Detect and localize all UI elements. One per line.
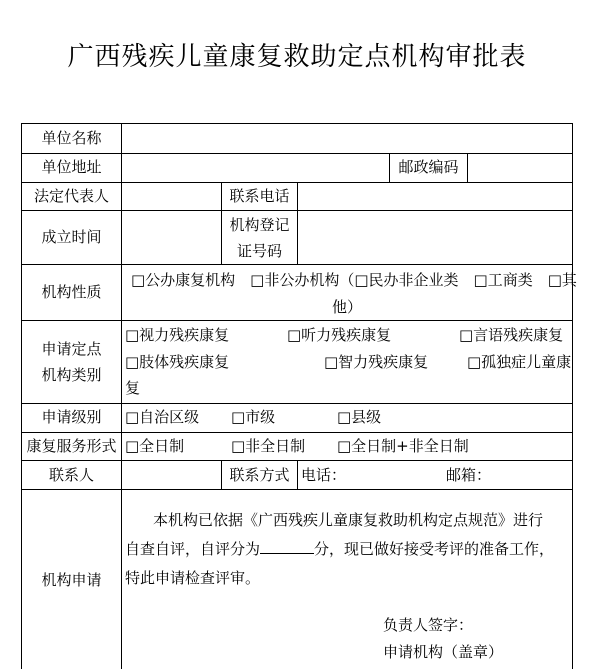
contact-method-label: 联系方式 (229, 466, 290, 484)
reg-no-label-line2: 证号码 (236, 242, 282, 260)
category-label-line2: 机构类别 (41, 366, 102, 384)
category-autism-cont: 复 (125, 379, 141, 397)
category-label-line1: 申请定点 (41, 340, 102, 358)
application-text-line2 (125, 535, 554, 564)
established-field[interactable] (123, 212, 220, 263)
unit-name-field[interactable] (123, 125, 571, 152)
row-divider (21, 432, 573, 433)
service-form-label: 康复服务形式 (26, 437, 117, 455)
contact-phone-prefix: 电话： (301, 466, 347, 484)
column-divider (297, 182, 298, 264)
level-region-checkbox[interactable]: □自治区级 (125, 408, 200, 426)
unit-address-label: 单位地址 (41, 158, 102, 176)
legal-rep-label: 法定代表人 (33, 187, 109, 205)
contact-email-prefix: 邮箱： (446, 466, 492, 484)
table-border-right (572, 123, 573, 669)
nature-options-cont: 他） (332, 298, 363, 316)
row-divider (21, 320, 573, 321)
seal-label: 申请机构（盖章） (383, 643, 504, 661)
level-city-checkbox[interactable]: □市级 (231, 408, 276, 426)
row-divider (21, 489, 573, 490)
row-divider (21, 403, 573, 404)
application-text-line3: 特此申请检查评审。 (125, 569, 261, 587)
nature-label: 机构性质 (41, 283, 102, 301)
row-divider (21, 153, 573, 154)
category-visual-checkbox[interactable]: □视力残疾康复 (125, 326, 230, 344)
level-label: 申请级别 (41, 408, 102, 426)
table-border-top (21, 123, 573, 124)
application-text-pre: 自查自评，自评分为 (125, 540, 261, 558)
column-divider (121, 123, 122, 669)
service-full-checkbox[interactable]: □全日制 (125, 437, 185, 455)
contact-person-label: 联系人 (48, 466, 94, 484)
category-limb-checkbox[interactable]: □肢体残疾康复 (125, 353, 230, 371)
application-label: 机构申请 (41, 571, 102, 589)
application-text-line1: 本机构已依据《广西残疾儿童康复救助机构定点规范》进行 (153, 511, 544, 529)
column-divider (297, 460, 298, 489)
row-divider (21, 264, 573, 265)
reg-no-label-line1: 机构登记 (229, 216, 290, 234)
contact-phone-field[interactable] (299, 184, 571, 209)
service-both-checkbox[interactable]: □全日制+非全日制 (337, 437, 469, 455)
nature-options[interactable]: □公办康复机构 □非公办机构（□民办非企业类 □工商类 □其 (131, 271, 577, 289)
unit-name-label: 单位名称 (41, 129, 102, 147)
postal-code-label: 邮政编码 (398, 158, 459, 176)
legal-rep-field[interactable] (123, 184, 220, 209)
level-county-checkbox[interactable]: □县级 (337, 408, 382, 426)
contact-phone-label: 联系电话 (229, 187, 290, 205)
self-score-blank[interactable] (260, 539, 314, 554)
category-speech-checkbox[interactable]: □言语残疾康复 (459, 326, 564, 344)
page-title: 广西残疾儿童康复救助定点机构审批表 (67, 42, 527, 72)
postal-code-field[interactable] (469, 155, 571, 181)
category-intellect-checkbox[interactable]: □智力残疾康复 (324, 353, 429, 371)
signer-label: 负责人签字： (383, 616, 474, 634)
service-part-checkbox[interactable]: □非全日制 (231, 437, 306, 455)
reg-no-field[interactable] (299, 212, 571, 263)
category-hearing-checkbox[interactable]: □听力残疾康复 (287, 326, 392, 344)
column-divider (467, 153, 468, 182)
application-text-post: 分，现已做好接受考评的准备工作， (314, 540, 555, 558)
contact-person-field[interactable] (123, 462, 220, 488)
established-label: 成立时间 (41, 228, 102, 246)
category-autism-checkbox[interactable]: □孤独症儿童康 (467, 353, 572, 371)
unit-address-field[interactable] (123, 155, 388, 181)
